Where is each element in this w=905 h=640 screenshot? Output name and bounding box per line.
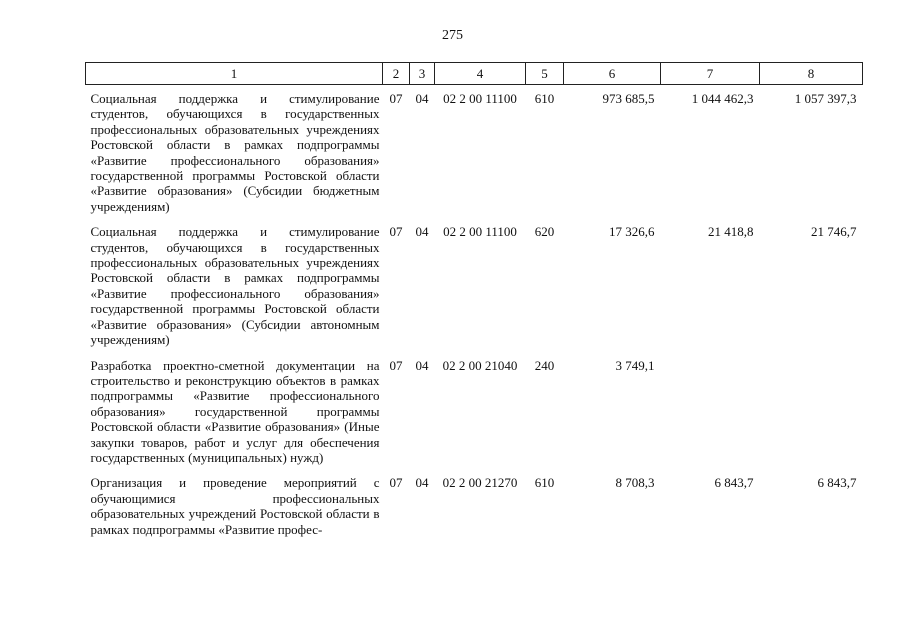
col-header-2: 2 bbox=[383, 63, 410, 85]
row-description: Организация и проведение мероприятий с обучающимися профессиональных образовательных учреждений Ростовской области в рамках подпрограммы «Развитие профес- bbox=[90, 475, 380, 537]
col-header-8: 8 bbox=[760, 63, 863, 85]
row-value-7: 1 044 462,3 bbox=[691, 91, 754, 106]
row-value-8: 6 843,7 bbox=[817, 475, 857, 491]
table-row bbox=[86, 352, 863, 470]
row-vr: 610 bbox=[534, 475, 555, 491]
row-value-7: 21 418,8 bbox=[708, 224, 754, 240]
col-header-4: 4 bbox=[435, 63, 526, 85]
row-value-6: 3 749,1 bbox=[615, 357, 655, 373]
row-description: Социальная поддержка и стимулирование студентов, обучающихся в государственных профессиональных образовательных учреждениях Ростовской области в рамках подпрограммы «Развитие профессионального образования» государственной программы Ростовской области «Развитие образования» (Субсидии бюджетным учреждениям) bbox=[90, 91, 380, 214]
col-header-3: 3 bbox=[410, 63, 435, 85]
col-header-7: 7 bbox=[661, 63, 760, 85]
budget-table bbox=[85, 62, 863, 537]
row-pr: 04 bbox=[415, 224, 429, 240]
table-row bbox=[86, 469, 863, 537]
row-description: Социальная поддержка и стимулирование студентов, обучающихся в государственных профессиональных образовательных учреждениях Ростовской области в рамках подпрограммы «Развитие профессионального образования» государственной программы Ростовской области «Развитие образования» (Субсидии автономным учреждениям) bbox=[90, 224, 380, 348]
row-value-7 bbox=[661, 352, 760, 470]
row-pr: 04 bbox=[415, 91, 429, 106]
row-value-6: 17 326,6 bbox=[609, 224, 655, 240]
row-description: Разработка проектно-сметной документации на строительство и реконструкцию объектов в рамках подпрограммы «Развитие профессионального образования» государственной программы Ростовской области «Развитие образования» (Иные закупки товаров, работ и услуг для обеспечения государственных (муниципальных) нужд) bbox=[90, 357, 380, 465]
row-value-8: 21 746,7 bbox=[811, 224, 857, 240]
row-csr: 02 2 00 11100 bbox=[443, 224, 517, 240]
row-csr: 02 2 00 21040 bbox=[442, 357, 518, 373]
row-rz: 07 bbox=[389, 91, 403, 106]
row-rz: 07 bbox=[389, 475, 403, 491]
row-rz: 07 bbox=[389, 224, 403, 240]
row-vr: 620 bbox=[534, 224, 555, 240]
row-vr: 610 bbox=[534, 91, 555, 106]
row-pr: 04 bbox=[415, 475, 429, 491]
table-header-row bbox=[86, 63, 863, 85]
row-value-7: 6 843,7 bbox=[714, 475, 754, 491]
row-csr: 02 2 00 21270 bbox=[442, 475, 518, 491]
row-vr: 240 bbox=[534, 357, 555, 373]
col-header-6: 6 bbox=[564, 63, 661, 85]
row-value-6: 8 708,3 bbox=[615, 475, 655, 491]
row-pr: 04 bbox=[415, 357, 429, 373]
row-rz: 07 bbox=[389, 357, 403, 373]
table-row bbox=[86, 218, 863, 351]
col-header-1: 1 bbox=[86, 63, 383, 85]
col-header-5: 5 bbox=[526, 63, 564, 85]
row-value-6: 973 685,5 bbox=[602, 91, 655, 106]
row-value-8: 1 057 397,3 bbox=[794, 91, 857, 106]
row-csr: 02 2 00 11100 bbox=[443, 91, 517, 106]
row-value-8 bbox=[760, 352, 863, 470]
page-number: 275 bbox=[442, 28, 463, 43]
table-row bbox=[86, 85, 863, 219]
